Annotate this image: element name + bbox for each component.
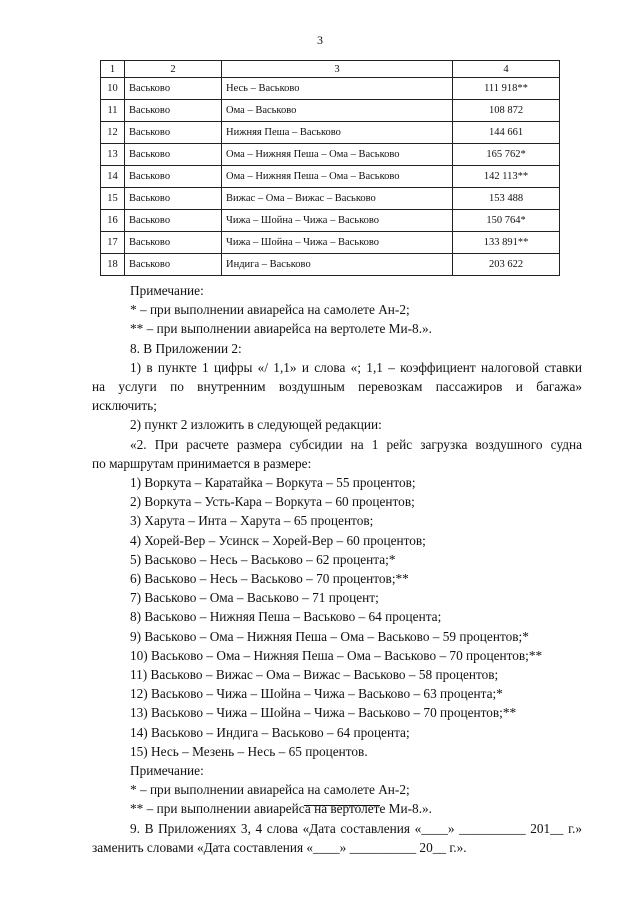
row-value: 142 113** <box>453 166 560 188</box>
paragraph-line: «2. При расчете размера субсидии на 1 рейс загрузка воздушного судна <box>130 436 582 452</box>
list-item: 7) Васьково – Ома – Васьково – 71 процент; <box>130 590 379 606</box>
row-base: Васьково <box>125 210 222 232</box>
table-row <box>101 254 560 276</box>
list-item: 5) Васьково – Несь – Васьково – 62 процента;* <box>130 551 396 567</box>
closing-line <box>304 805 380 806</box>
row-route: Чижа – Шойна – Чижа – Васьково <box>222 232 453 254</box>
table-row <box>101 78 560 100</box>
row-value: 108 872 <box>453 100 560 122</box>
table-row <box>101 232 560 254</box>
row-number: 11 <box>101 100 125 122</box>
list-item: 12) Васьково – Чижа – Шойна – Чижа – Васьково – 63 процента;* <box>130 686 503 702</box>
table-row <box>101 144 560 166</box>
header-cell: 3 <box>222 61 453 78</box>
note-line: ** – при выполнении авиарейса на вертолете Ми-8.». <box>130 321 432 337</box>
row-value: 133 891** <box>453 232 560 254</box>
table-row <box>101 166 560 188</box>
list-item: 1) Воркута – Каратайка – Воркута – 55 процентов; <box>130 475 416 491</box>
routes-table <box>100 60 560 276</box>
row-value: 150 764* <box>453 210 560 232</box>
list-item: 3) Харута – Инта – Харута – 65 процентов; <box>130 513 374 529</box>
row-base: Васьково <box>125 144 222 166</box>
table-row <box>101 100 560 122</box>
list-item: 13) Васьково – Чижа – Шойна – Чижа – Васьково – 70 процентов;** <box>130 705 517 721</box>
row-value: 153 488 <box>453 188 560 210</box>
list-item: 2) Воркута – Усть-Кара – Воркута – 60 процентов; <box>130 494 415 510</box>
paragraph-line: на услуги по внутренним воздушным перевозкам пассажиров и багажа» <box>92 379 582 395</box>
table-row <box>101 188 560 210</box>
page-number: 3 <box>317 33 323 47</box>
row-route: Несь – Васьково <box>222 78 453 100</box>
row-route: Чижа – Шойна – Чижа – Васьково <box>222 210 453 232</box>
list-item: 6) Васьково – Несь – Васьково – 70 процентов;** <box>130 571 409 587</box>
list-item: 8) Васьково – Нижняя Пеша – Васьково – 64 процента; <box>130 609 442 625</box>
row-number: 17 <box>101 232 125 254</box>
note-line: * – при выполнении авиарейса на самолете Ан-2; <box>130 782 410 798</box>
row-value: 203 622 <box>453 254 560 276</box>
row-route: Индига – Васьково <box>222 254 453 276</box>
note-title: Примечание: <box>130 283 204 298</box>
table-header-row <box>101 61 560 78</box>
row-base: Васьково <box>125 166 222 188</box>
row-value: 111 918** <box>453 78 560 100</box>
row-base: Васьково <box>125 122 222 144</box>
paragraph-line: 1) в пункте 1 цифры «/ 1,1» и слова «; 1,1 – коэффициент налоговой ставки <box>130 359 582 375</box>
row-route: Ома – Нижняя Пеша – Ома – Васьково <box>222 166 453 188</box>
table-row <box>101 210 560 232</box>
list-item: 14) Васьково – Индига – Васьково – 64 процента; <box>130 724 410 740</box>
row-number: 15 <box>101 188 125 210</box>
row-number: 12 <box>101 122 125 144</box>
list-item: 9) Васьково – Ома – Нижняя Пеша – Ома – Васьково – 59 процентов;* <box>130 628 529 644</box>
row-route: Нижняя Пеша – Васьково <box>222 122 453 144</box>
paragraph-line: 2) пункт 2 изложить в следующей редакции: <box>130 417 382 433</box>
list-item: 4) Хорей-Вер – Усинск – Хорей-Вер – 60 процентов; <box>130 532 426 548</box>
list-item: 10) Васьково – Ома – Нижняя Пеша – Ома – Васьково – 70 процентов;** <box>130 647 543 663</box>
row-number: 13 <box>101 144 125 166</box>
list-item: 11) Васьково – Вижас – Ома – Вижас – Васьково – 58 процентов; <box>130 667 499 683</box>
table-row <box>101 122 560 144</box>
paragraph-line: заменить словами «Дата составления «____» __________ 20__ г.». <box>92 839 467 855</box>
note-line: ** – при выполнении авиарейса на вертолете Ми-8.». <box>130 801 432 817</box>
row-number: 14 <box>101 166 125 188</box>
paragraph-line: исключить; <box>92 398 157 414</box>
header-cell: 4 <box>453 61 560 78</box>
header-cell: 1 <box>101 61 125 78</box>
paragraph-line: по маршрутам принимается в размере: <box>92 455 312 471</box>
row-base: Васьково <box>125 254 222 276</box>
row-value: 165 762* <box>453 144 560 166</box>
paragraph-line: 9. В Приложениях 3, 4 слова «Дата составления «____» __________ 201__ г.» <box>130 820 582 836</box>
list-item: 15) Несь – Мезень – Несь – 65 процентов. <box>130 743 368 759</box>
row-number: 16 <box>101 210 125 232</box>
document-body <box>92 281 582 857</box>
row-base: Васьково <box>125 188 222 210</box>
row-base: Васьково <box>125 100 222 122</box>
row-route: Ома – Васьково <box>222 100 453 122</box>
row-route: Ома – Нижняя Пеша – Ома – Васьково <box>222 144 453 166</box>
section-heading: 8. В Приложении 2: <box>130 340 242 356</box>
row-value: 144 661 <box>453 122 560 144</box>
row-number: 18 <box>101 254 125 276</box>
row-number: 10 <box>101 78 125 100</box>
header-cell: 2 <box>125 61 222 78</box>
row-base: Васьково <box>125 78 222 100</box>
note-line: * – при выполнении авиарейса на самолете Ан-2; <box>130 302 410 318</box>
row-base: Васьково <box>125 232 222 254</box>
note-title: Примечание: <box>130 763 204 779</box>
row-route: Вижас – Ома – Вижас – Васьково <box>222 188 453 210</box>
